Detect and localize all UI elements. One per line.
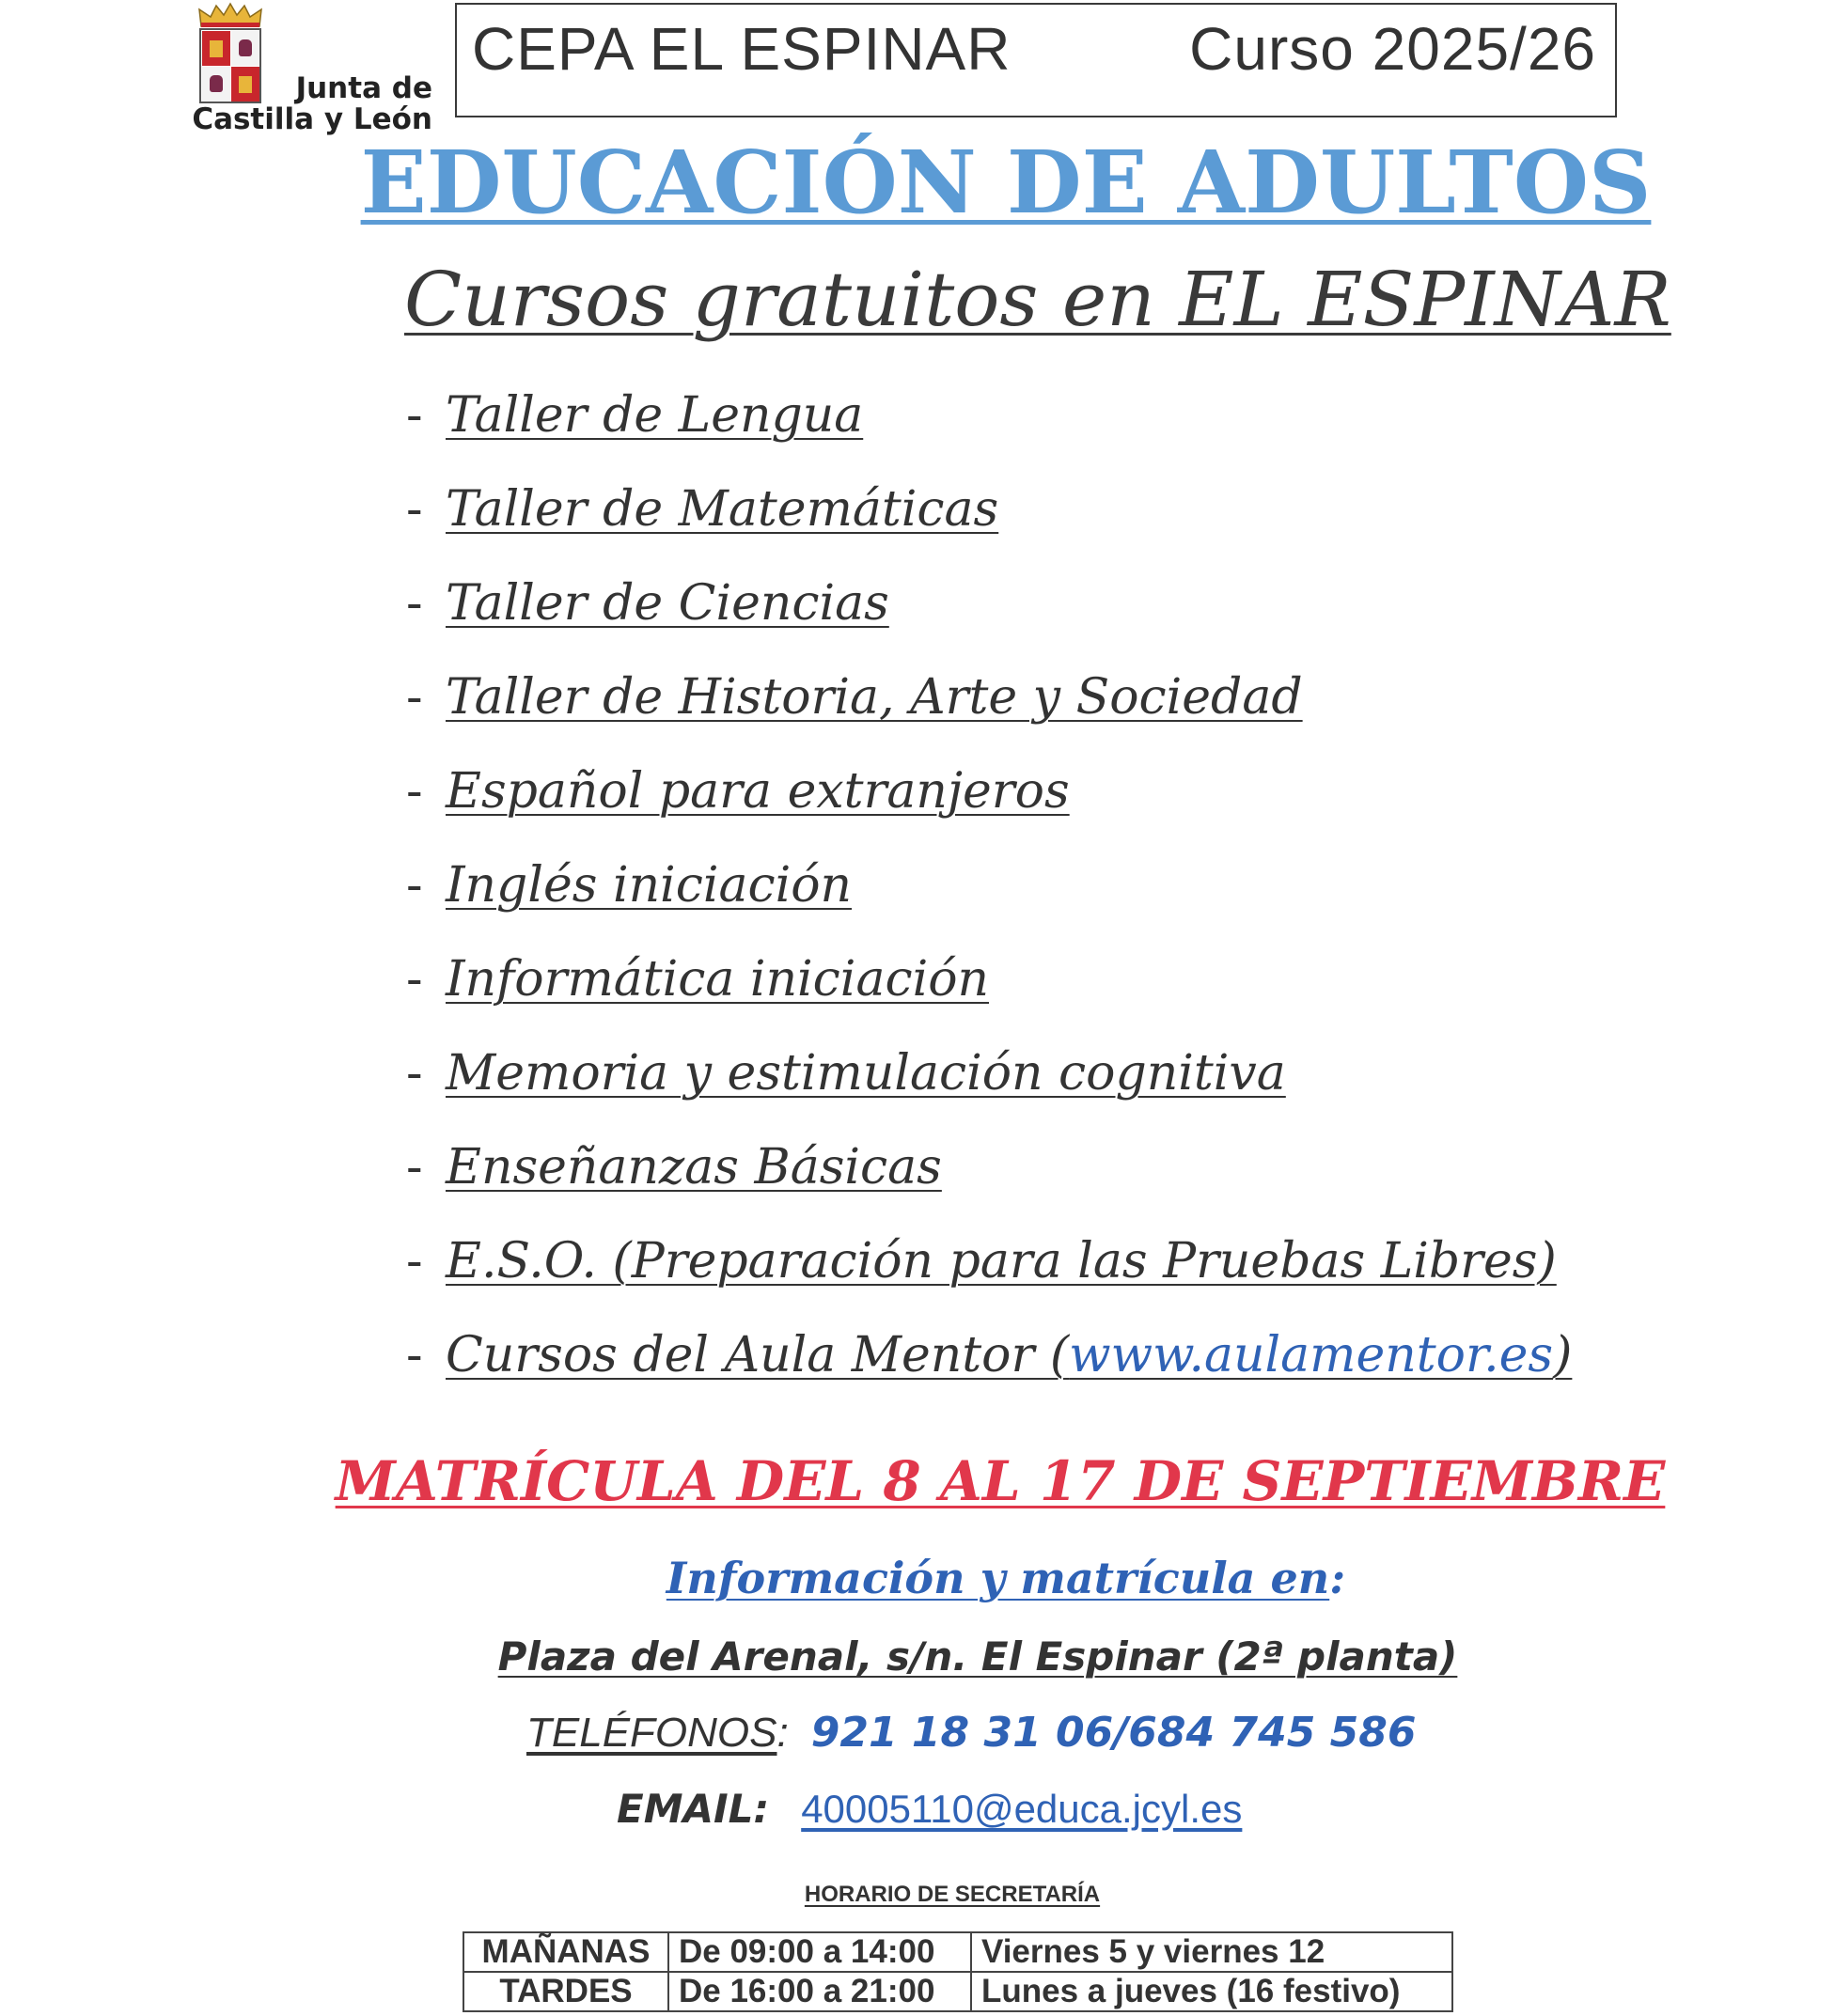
info-heading <box>0 1553 1835 1603</box>
schedule-hours: De 09:00 a 14:00 <box>668 1932 971 1972</box>
course-name: Enseñanzas Básicas <box>446 1139 942 1196</box>
list-item: - E.S.O. (Preparación para las Pruebas Libres) <box>406 1233 1557 1289</box>
course-name: Informática iniciación <box>446 951 989 1008</box>
page-subtitle: Cursos gratuitos en EL ESPINAR <box>404 256 1671 343</box>
course-name: Taller de Lengua <box>446 387 864 444</box>
phones-colon: : <box>776 1710 789 1756</box>
course-name: Taller de Matemáticas <box>446 481 999 538</box>
logo-text <box>179 73 432 135</box>
schedule-title: HORARIO DE SECRETARÍA <box>804 1882 1101 1907</box>
list-item: - Taller de Lengua <box>406 387 864 444</box>
mentor-suffix: ) <box>1553 1327 1573 1383</box>
list-item: - Memoria y estimulación cognitiva <box>406 1045 1286 1102</box>
course-name: Taller de Ciencias <box>446 575 889 632</box>
email-link[interactable]: 40005110@educa.jcyl.es <box>801 1787 1243 1831</box>
course-name: Español para extranjeros <box>446 763 1070 820</box>
junta-castilla-leon-logo <box>179 0 432 141</box>
phones-line <box>526 1709 1416 1757</box>
course-name: Inglés iniciación <box>446 857 852 914</box>
phones-label: TELÉFONOS <box>526 1710 777 1756</box>
aulamentor-link[interactable]: www.aulamentor.es <box>1069 1327 1554 1383</box>
mentor-prefix: Cursos del Aula Mentor ( <box>446 1327 1070 1383</box>
logo-line-1: Junta de <box>295 71 432 105</box>
schedule-hours: De 16:00 a 21:00 <box>668 1972 971 2011</box>
email-label: EMAIL: <box>617 1786 770 1832</box>
logo-line-2: Castilla y León <box>192 102 432 136</box>
page-title: EDUCACIÓN DE ADULTOS <box>360 132 1652 233</box>
list-item: - Enseñanzas Básicas <box>406 1139 942 1196</box>
course-year: Curso 2025/26 <box>1189 15 1596 83</box>
list-item: - Informática iniciación <box>406 951 989 1008</box>
info-colon: : <box>1329 1553 1346 1603</box>
email-line <box>617 1786 1242 1832</box>
list-item-aula-mentor: - Cursos del Aula Mentor (www.aulamentor.es) <box>406 1327 1573 1383</box>
table-row <box>463 1972 1452 2011</box>
phone-numbers[interactable]: 921 18 31 06/684 745 586 <box>810 1709 1417 1757</box>
schedule-days: Lunes a jueves (16 festivo) <box>971 1972 1452 2011</box>
enrolment-dates: MATRÍCULA DEL 8 AL 17 DE SEPTIEMBRE <box>335 1449 1666 1513</box>
address: Plaza del Arenal, s/n. El Espinar (2ª planta) <box>497 1633 1458 1680</box>
center-name: CEPA EL ESPINAR <box>472 15 1012 83</box>
info-label: Información y matrícula en <box>666 1553 1330 1603</box>
header-box <box>455 3 1617 117</box>
crown-icon <box>197 2 263 28</box>
schedule-table <box>463 1931 1453 2012</box>
schedule-days: Viernes 5 y viernes 12 <box>971 1932 1452 1972</box>
list-item: - Español para extranjeros <box>406 763 1070 820</box>
course-list <box>406 380 1572 1414</box>
schedule-period: TARDES <box>463 1972 668 2011</box>
list-item: - Inglés iniciación <box>406 857 852 914</box>
schedule-period: MAÑANAS <box>463 1932 668 1972</box>
list-item: - Taller de Historia, Arte y Sociedad <box>406 669 1303 726</box>
course-name: Taller de Historia, Arte y Sociedad <box>446 669 1303 726</box>
course-name: Memoria y estimulación cognitiva <box>446 1045 1286 1102</box>
course-name: E.S.O. (Preparación para las Pruebas Libres) <box>446 1233 1557 1289</box>
table-row <box>463 1932 1452 1972</box>
list-item: - Taller de Matemáticas <box>406 481 999 538</box>
list-item: - Taller de Ciencias <box>406 575 889 632</box>
